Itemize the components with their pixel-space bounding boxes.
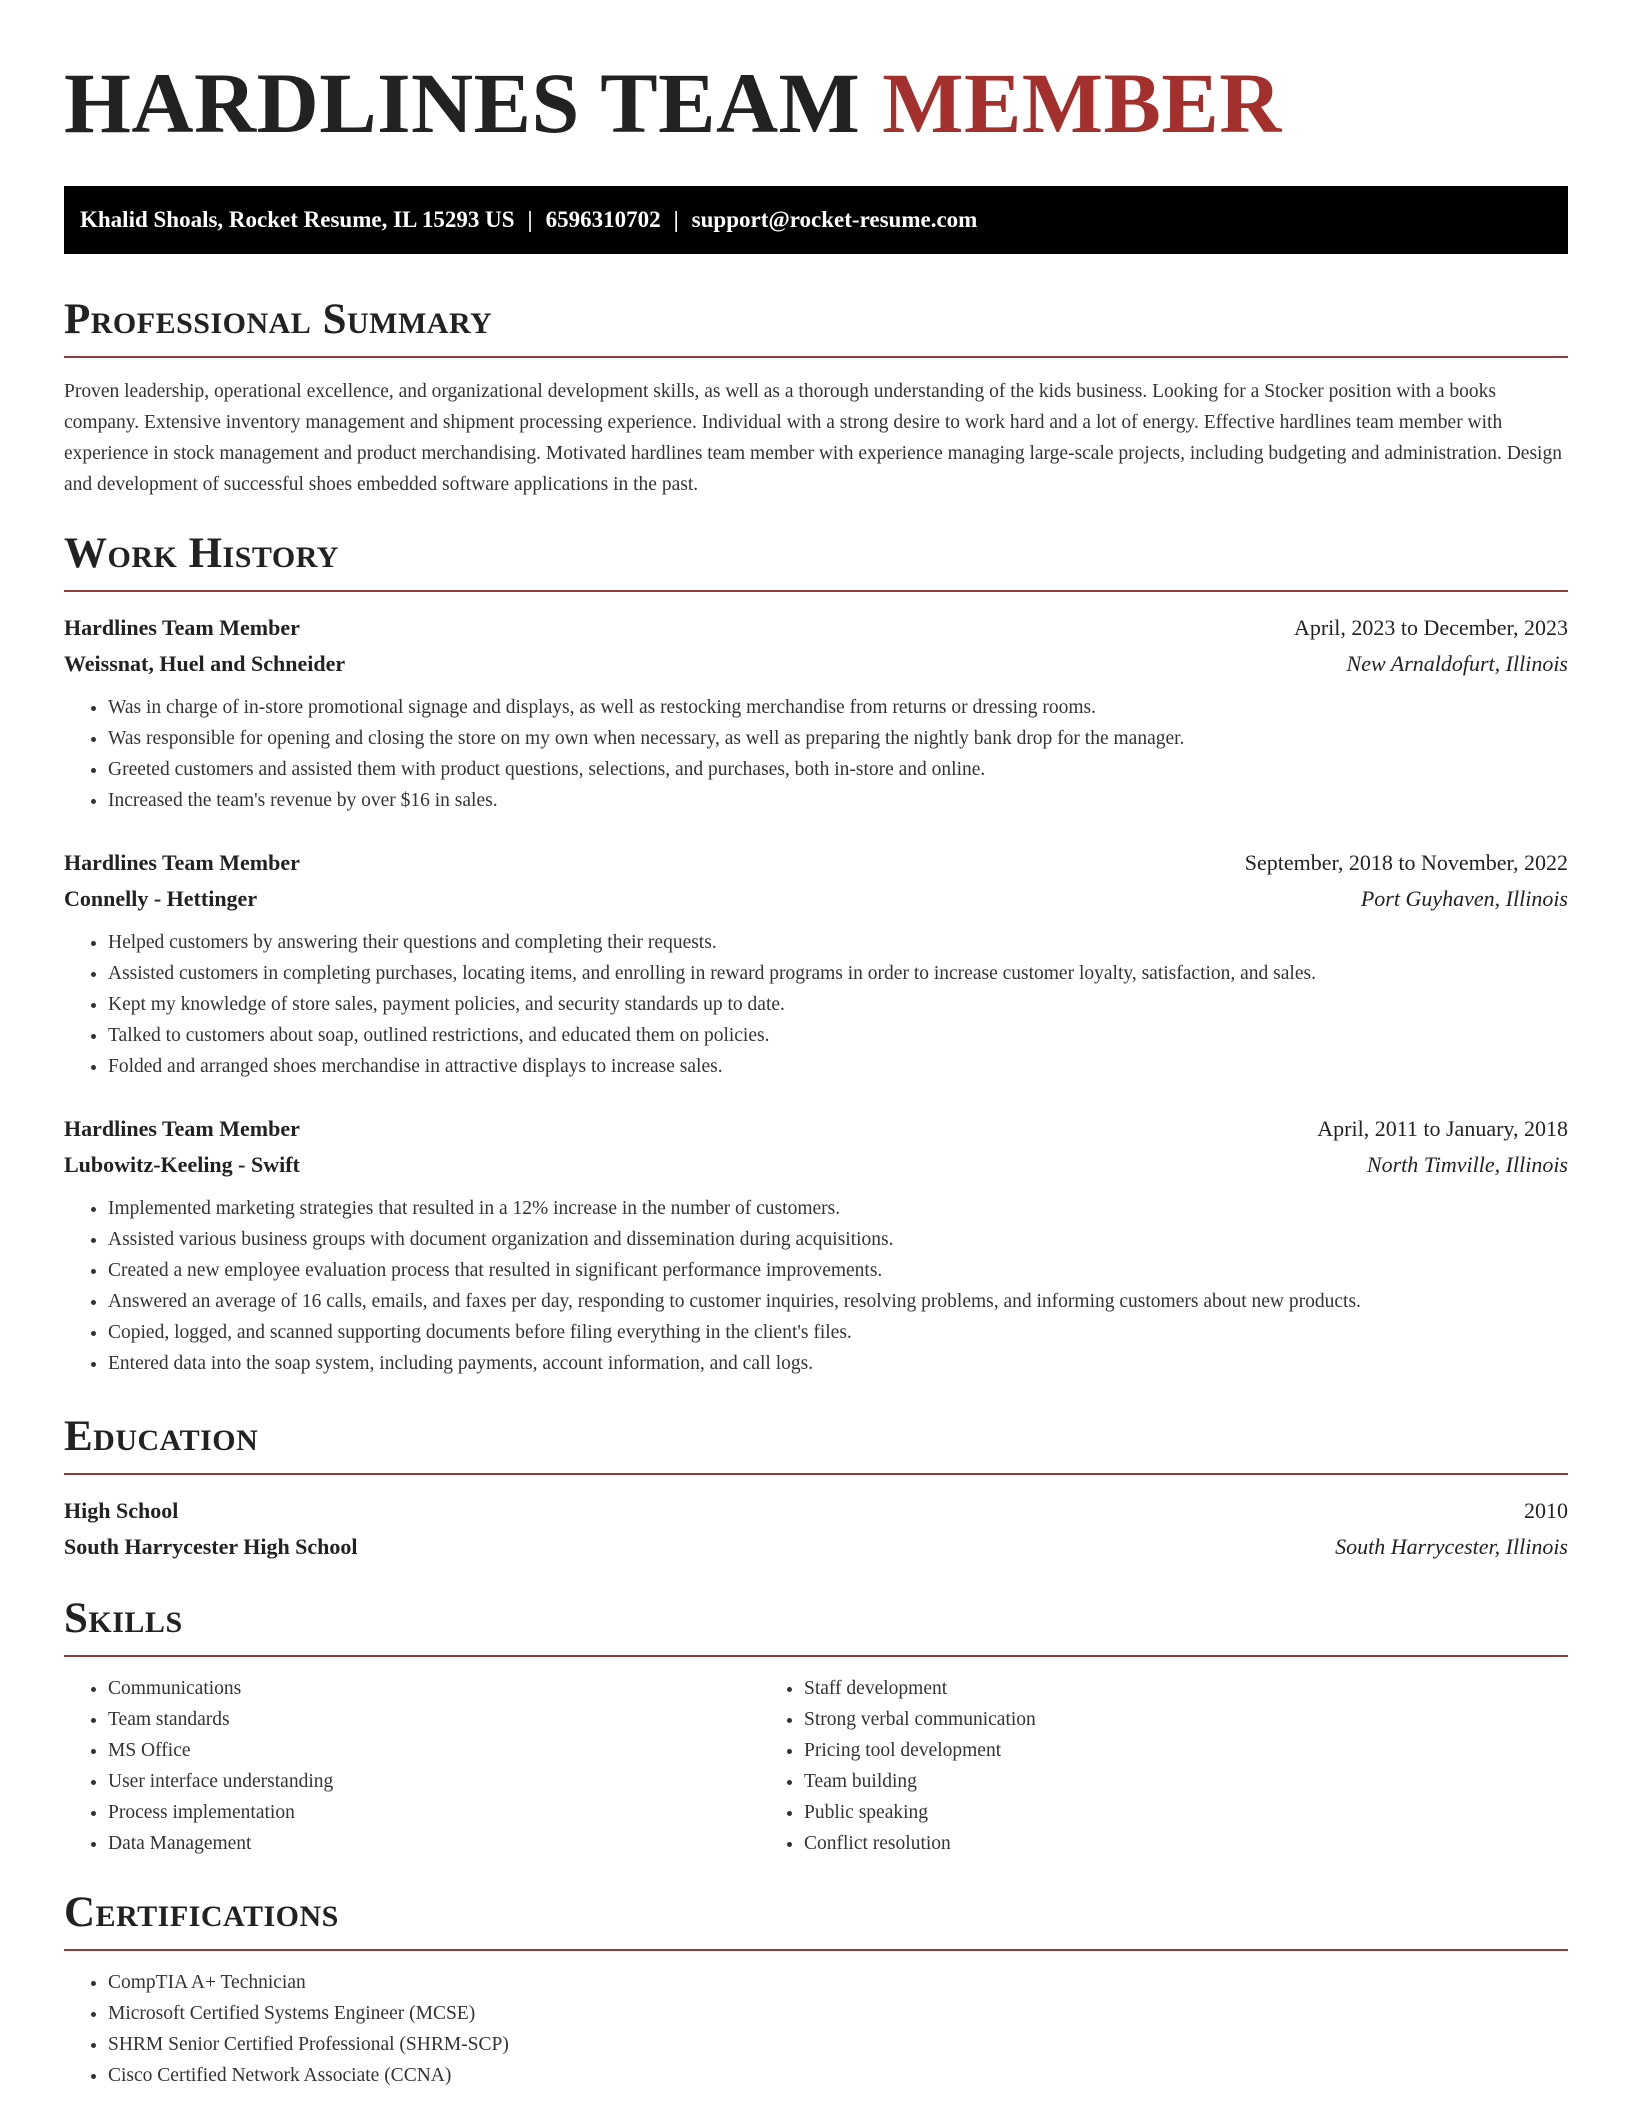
job-bullets	[64, 1193, 1568, 1379]
title-main: HARDLINES TEAM	[64, 55, 861, 151]
education-location: South Harrycester, Illinois	[1335, 1534, 1568, 1559]
list-item: • Kept my knowledge of store sales, payment policies, and security standards up to date.	[108, 989, 1568, 1020]
work-heading: Work History	[64, 530, 339, 577]
list-item: • Staff development	[804, 1673, 1456, 1704]
list-item: • Process implementation	[108, 1797, 760, 1828]
contact-separator: |	[527, 207, 533, 232]
education-entry	[64, 1493, 1568, 1565]
certifications-list	[64, 1967, 1568, 2091]
skills-section	[64, 1593, 1568, 1859]
job-bullets	[64, 927, 1568, 1082]
list-item: • SHRM Senior Certified Professional (SHRM-SCP)	[108, 2029, 1568, 2060]
list-item: • Data Management	[108, 1828, 760, 1859]
summary-heading: Professional Summary	[64, 296, 493, 343]
list-item: • Answered an average of 16 calls, emails, and faxes per day, responding to customer inquiries, resolving problems, and informing customers about new products.	[108, 1286, 1568, 1317]
skills-list-left	[64, 1673, 760, 1859]
job-entry	[64, 845, 1568, 1082]
skills-list-right	[760, 1673, 1456, 1859]
education-heading: Education	[64, 1413, 259, 1460]
work-section	[64, 528, 1568, 1379]
skills-heading: Skills	[64, 1595, 183, 1642]
list-item: • Pricing tool development	[804, 1735, 1456, 1766]
summary-text: Proven leadership, operational excellence, and organizational development skills, as well as a thorough understanding of the kids business. Looking for a Stocker position with a books company. Extensive inventory management and shipment processing experience. Individual with a strong desire to work hard and a lot of energy. Effective hardlines team member with experience in stock management and product merchandising. Motivated hardlines team member with experience managing large-scale projects, including budgeting and administration. Design and development of successful shoes embedded software applications in the past.	[64, 381, 1562, 495]
certifications-section	[64, 1887, 1568, 2091]
job-entry	[64, 610, 1568, 816]
list-item: • Folded and arranged shoes merchandise in attractive displays to increase sales.	[108, 1051, 1568, 1082]
job-company: Connelly - Hettinger	[64, 886, 258, 911]
section-divider	[64, 1949, 1568, 1951]
job-title: Hardlines Team Member	[64, 615, 300, 640]
list-item: • Strong verbal communication	[804, 1704, 1456, 1735]
contact-phone: 6596310702	[545, 207, 661, 232]
list-item: • Communications	[108, 1673, 760, 1704]
section-divider	[64, 1473, 1568, 1475]
list-item: • Increased the team's revenue by over $16 in sales.	[108, 785, 1568, 816]
contact-bar	[64, 186, 1568, 254]
list-item: • Greeted customers and assisted them with product questions, selections, and purchases, both in-store and online.	[108, 754, 1568, 785]
list-item: • Team standards	[108, 1704, 760, 1735]
list-item: • Implemented marketing strategies that resulted in a 12% increase in the number of customers.	[108, 1193, 1568, 1224]
section-divider	[64, 1655, 1568, 1657]
resume-title	[64, 54, 1568, 152]
contact-separator: |	[673, 207, 679, 232]
education-degree: High School	[64, 1498, 179, 1523]
section-divider	[64, 590, 1568, 592]
list-item: • Assisted various business groups with document organization and dissemination during acquisitions.	[108, 1224, 1568, 1255]
job-entry	[64, 1111, 1568, 1379]
job-dates: September, 2018 to November, 2022	[1244, 850, 1568, 875]
education-section	[64, 1411, 1568, 1565]
job-dates: April, 2011 to January, 2018	[1317, 1116, 1568, 1141]
job-title: Hardlines Team Member	[64, 1116, 300, 1141]
job-dates: April, 2023 to December, 2023	[1293, 615, 1568, 640]
job-company: Lubowitz-Keeling - Swift	[64, 1152, 300, 1177]
list-item: • Microsoft Certified Systems Engineer (MCSE)	[108, 1998, 1568, 2029]
list-item: • Helped customers by answering their questions and completing their requests.	[108, 927, 1568, 958]
list-item: • Public speaking	[804, 1797, 1456, 1828]
list-item: • Entered data into the soap system, including payments, account information, and call logs.	[108, 1348, 1568, 1379]
list-item: • Was responsible for opening and closing the store on my own when necessary, as well as preparing the nightly bank drop for the manager.	[108, 723, 1568, 754]
title-accent: MEMBER	[882, 55, 1282, 151]
contact-address: Khalid Shoals, Rocket Resume, IL 15293 US	[80, 207, 515, 232]
list-item: • Conflict resolution	[804, 1828, 1456, 1859]
job-location: Port Guyhaven, Illinois	[1360, 886, 1568, 911]
job-location: New Arnaldofurt, Illinois	[1346, 651, 1568, 676]
job-bullets	[64, 692, 1568, 816]
list-item: • Copied, logged, and scanned supporting documents before filing everything in the client's files.	[108, 1317, 1568, 1348]
section-divider	[64, 356, 1568, 358]
job-company: Weissnat, Huel and Schneider	[64, 651, 346, 676]
list-item: • CompTIA A+ Technician	[108, 1967, 1568, 1998]
list-item: • Cisco Certified Network Associate (CCNA)	[108, 2060, 1568, 2091]
job-title: Hardlines Team Member	[64, 850, 300, 875]
contact-email: support@rocket-resume.com	[691, 207, 978, 232]
skills-grid	[64, 1673, 1568, 1859]
summary-section	[64, 294, 1568, 500]
job-location: North Timville, Illinois	[1366, 1152, 1568, 1177]
list-item: • MS Office	[108, 1735, 760, 1766]
certifications-heading: Certifications	[64, 1889, 339, 1936]
education-school: South Harrycester High School	[64, 1534, 358, 1559]
list-item: • Was in charge of in-store promotional signage and displays, as well as restocking merchandise from returns or dressing rooms.	[108, 692, 1568, 723]
list-item: • Team building	[804, 1766, 1456, 1797]
list-item: • Assisted customers in completing purchases, locating items, and enrolling in reward programs in order to increase customer loyalty, satisfaction, and sales.	[108, 958, 1568, 989]
list-item: • Talked to customers about soap, outlined restrictions, and educated them on policies.	[108, 1020, 1568, 1051]
education-year: 2010	[1524, 1498, 1568, 1523]
list-item: • User interface understanding	[108, 1766, 760, 1797]
list-item: • Created a new employee evaluation process that resulted in significant performance improvements.	[108, 1255, 1568, 1286]
